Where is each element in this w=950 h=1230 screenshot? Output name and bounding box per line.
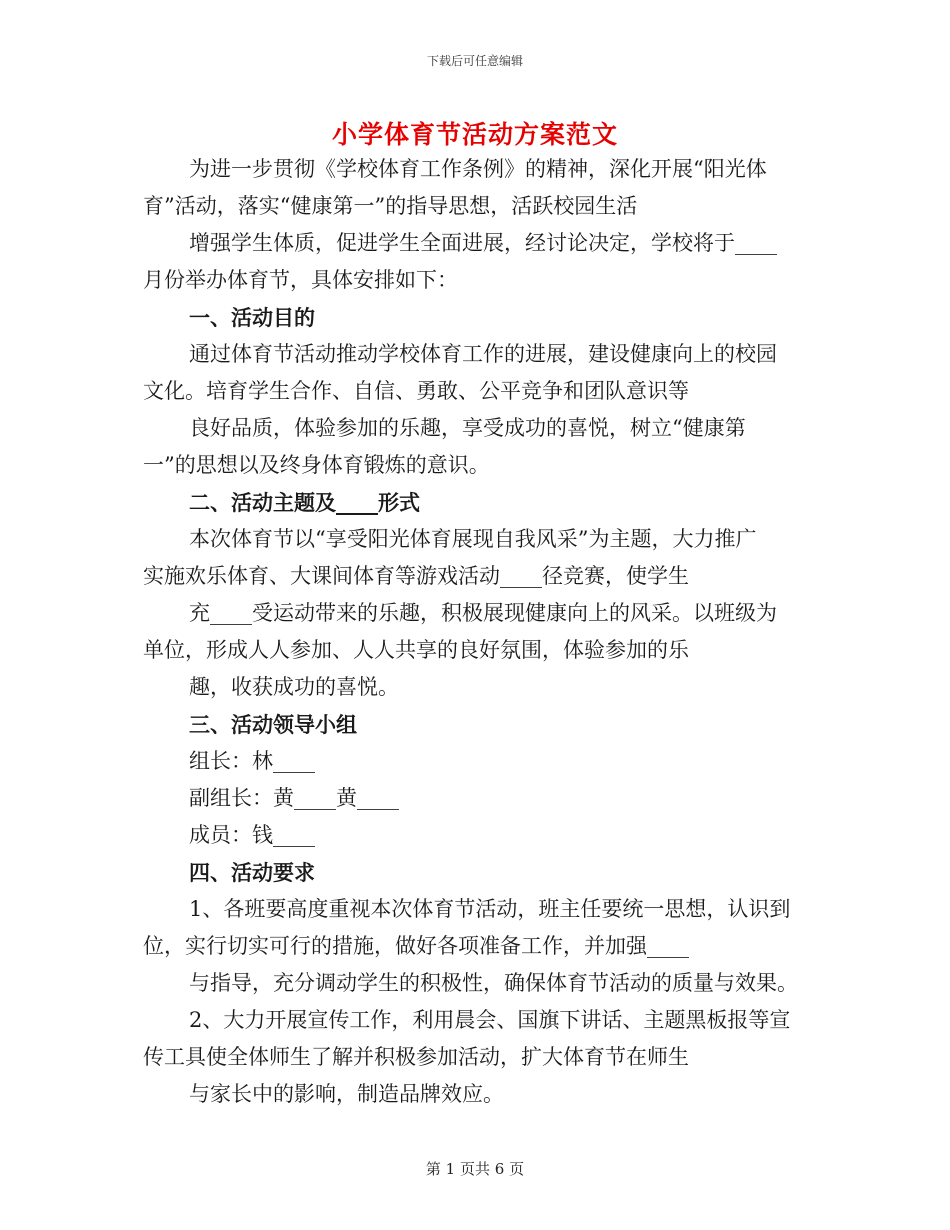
- paragraph-line: 育”活动，落实“健康第一”的指导思想，活跃校园生活: [143, 194, 638, 218]
- paragraph-line: 实施欢乐体育、大课间体育等游戏活动____径竞赛，使学生: [143, 564, 689, 588]
- section-heading: 一、活动目的: [189, 305, 315, 330]
- paragraph-line: 传工具使全体师生了解并积极参加活动，扩大体育节在师生: [143, 1045, 689, 1069]
- paragraph-line: 2、大力开展宣传工作，利用晨会、国旗下讲话、主题黑板报等宣: [189, 1008, 791, 1032]
- paragraph-line: 与指导，充分调动学生的积极性，确保体育节活动的质量与效果。: [189, 971, 798, 995]
- paragraph-line: 成员：钱____: [189, 823, 315, 847]
- paragraph-line: 副组长：黄____黄____: [189, 786, 399, 810]
- paragraph-line: 月份举办体育节，具体安排如下：: [143, 268, 458, 292]
- section-heading: 三、活动领导小组: [189, 712, 357, 737]
- paragraph-line: 通过体育节活动推动学校体育工作的进展，建设健康向上的校园: [189, 342, 777, 366]
- paragraph-line: 增强学生体质，促进学生全面进展，经讨论决定，学校将于____: [189, 231, 777, 255]
- section-heading: 二、活动主题及____形式: [189, 490, 420, 515]
- paragraph-line: 良好品质，体验参加的乐趣，享受成功的喜悦，树立“健康第: [189, 416, 746, 440]
- document-title: 小学体育节活动方案范文: [331, 120, 618, 149]
- page-footer: 第 1 页共 6 页: [425, 1160, 525, 1178]
- paragraph-line: 位，实行切实可行的措施，做好各项准备工作，并加强____: [143, 934, 689, 958]
- document-body: [143, 151, 808, 1113]
- paragraph-line: 与家长中的影响，制造品牌效应。: [189, 1082, 504, 1106]
- section-heading: 四、活动要求: [189, 860, 315, 885]
- paragraph-line: 为进一步贯彻《学校体育工作条例》的精神，深化开展“阳光体: [189, 157, 767, 181]
- paragraph-line: 充____受运动带来的乐趣，积极展现健康向上的风采。以班级为: [189, 601, 777, 625]
- paragraph-line: 单位，形成人人参加、人人共享的良好氛围，体验参加的乐: [143, 638, 689, 662]
- page-header: 下载后可任意编辑: [426, 54, 523, 68]
- paragraph-line: 1、各班要高度重视本次体育节活动，班主任要统一思想，认识到: [189, 897, 791, 921]
- paragraph-line: 文化。培育学生合作、自信、勇敢、公平竞争和团队意识等: [143, 379, 689, 403]
- paragraph-line: 组长：林____: [189, 749, 315, 773]
- paragraph-line: 本次体育节以“享受阳光体育展现自我风采”为主题，大力推广: [189, 527, 757, 551]
- paragraph-line: 一”的思想以及终身体育锻炼的意识。: [143, 453, 490, 477]
- paragraph-line: 趣，收获成功的喜悦。: [189, 675, 399, 699]
